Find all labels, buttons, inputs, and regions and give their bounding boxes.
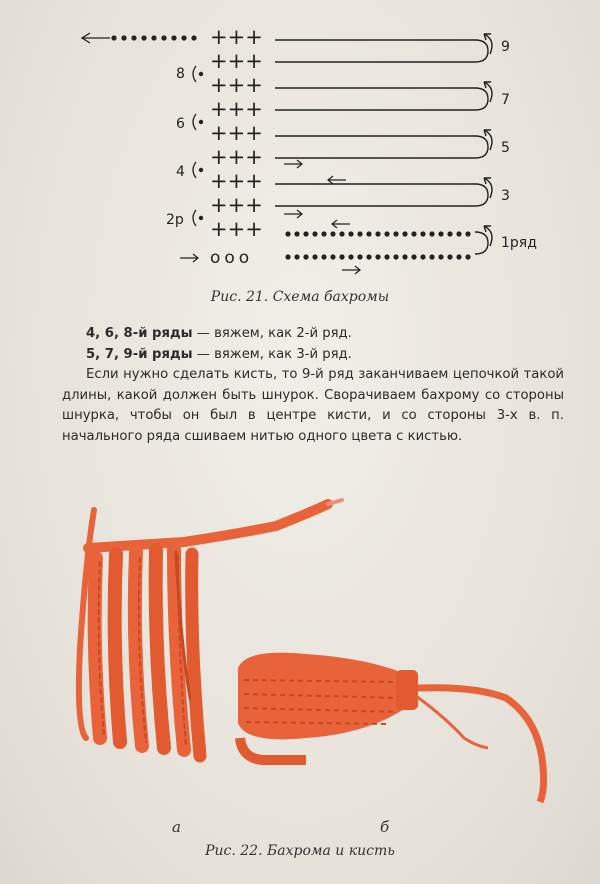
figure-21-caption: Рис. 21. Схема бахромы [210, 289, 390, 305]
label-row-7: 7 [501, 92, 510, 108]
figure-label-b: б [380, 818, 390, 836]
label-row-2: 2р [166, 212, 184, 228]
initial-chain-circles: ооо [210, 248, 254, 268]
rows-579-bold: 5, 7, 9-й ряды [86, 346, 193, 362]
tassel-paragraph: Если нужно сделать кисть, то 9-й ряд заканчиваем цепочкой такой длины, какой должен быть шнурок. Сворачиваем бахрому со стороны шнурка, чтобы он был в центре кисти, и со стороны 3-х в. п. начального ряда сшиваем нитью одного цвета с кистью. [62, 367, 564, 444]
crosses-row-9: +++ [210, 25, 263, 49]
label-row-6: 6 [176, 116, 185, 132]
rows-468-rest: — вяжем, как 2-й ряд. [192, 326, 352, 341]
crosses-row-4: +++ [210, 145, 263, 169]
tassel-b [238, 653, 544, 802]
figure-label-a: а [172, 818, 181, 836]
left-turn-marks [193, 66, 203, 226]
label-row-9: 9 [501, 39, 510, 55]
rows-468-bold: 4, 6, 8-й ряды [86, 326, 193, 341]
label-row-4: 4 [176, 164, 185, 180]
row-9 [82, 25, 263, 49]
turn-loops [275, 34, 492, 254]
crosses-row-7: +++ [210, 73, 263, 97]
crosses-row-8: +++ [210, 49, 263, 73]
crosses-row-6: +++ [210, 97, 263, 121]
crosses-row-2a: +++ [210, 193, 263, 217]
label-row-3: 3 [501, 188, 510, 204]
fringe-and-tassel-photo [66, 498, 556, 808]
crosses-row-3: +++ [210, 169, 263, 193]
text-line-1 [62, 324, 564, 345]
fringe-scheme-diagram [70, 18, 550, 280]
instruction-text [62, 324, 564, 448]
crosses-row-2b: +++ [210, 217, 263, 241]
label-row-1: 1ряд [501, 235, 537, 251]
crosses-row-5: +++ [210, 121, 263, 145]
rows-579-rest: — вяжем, как 3-й ряд. [192, 346, 352, 362]
row-1-chain-dots [285, 231, 470, 259]
label-row-8: 8 [176, 66, 185, 82]
label-row-5: 5 [501, 140, 510, 156]
figure-22-caption: Рис. 22. Бахрома и кисть [205, 843, 395, 859]
text-line-2 [62, 345, 564, 366]
